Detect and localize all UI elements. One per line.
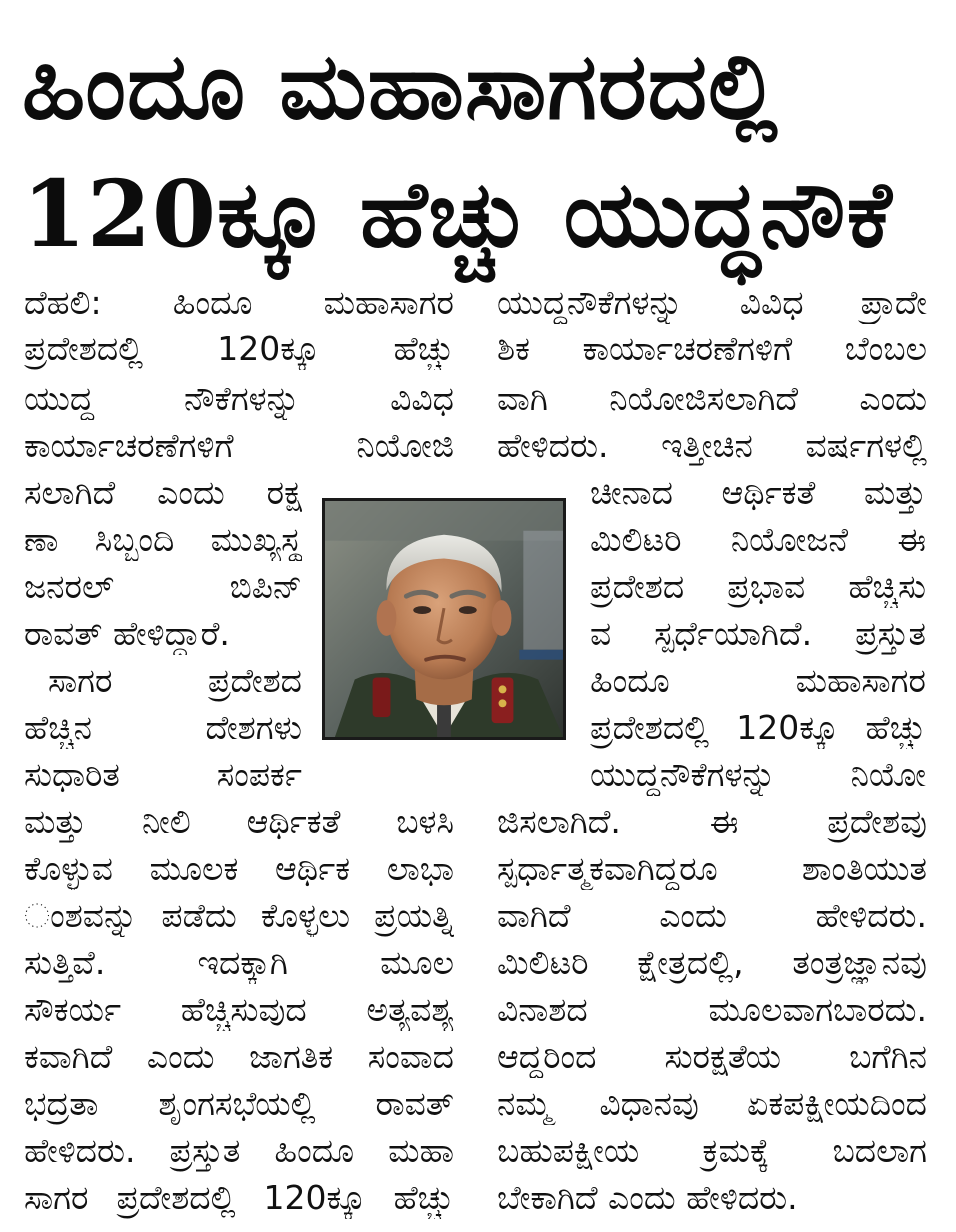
- article-line: ಸಾಗರ ಪ್ರದೇಶದ: [48, 661, 302, 700]
- article-line: ಯುದ್ಧ ನೌಕೆಗಳನ್ನು ವಿವಿಧ: [24, 379, 454, 418]
- article-line: ಭದ್ರತಾ ಶೃಂಗಸಭೆಯಲ್ಲಿ ರಾವತ್: [24, 1084, 454, 1123]
- article-line: ಹೇಳಿದರು. ಇತ್ತೀಚಿನ ವರ್ಷಗಳಲ್ಲಿ: [497, 426, 927, 465]
- article-line: ವಾಗಿದೆ ಎಂದು ಹೇಳಿದರು.: [497, 896, 927, 935]
- article-line: ಮಿಲಿಟರಿ ಕ್ಷೇತ್ರದಲ್ಲಿ, ತಂತ್ರಜ್ಞಾನವು: [497, 943, 927, 982]
- article-line: ರಾವತ್ ಹೇಳಿದ್ದಾರೆ.: [24, 614, 230, 653]
- article-line: ಪ್ರದೇಶದ ಪ್ರಭಾವ ಹೆಚ್ಚಿಸು: [590, 567, 926, 606]
- article-line: ಆದ್ದರಿಂದ ಸುರಕ್ಷತೆಯ ಬಗೆಗಿನ: [497, 1037, 927, 1076]
- article-line: ಪ್ರದೇಶದಲ್ಲಿ 120ಕ್ಕೂ ಹೆಚ್ಚು: [590, 708, 926, 747]
- article-line: ಮತ್ತು ನೀಲಿ ಆರ್ಥಿಕತೆ ಬಳಸಿ: [24, 802, 454, 841]
- article-line: ಯುದ್ಧನೌಕೆಗಳನ್ನು ನಿಯೋ: [590, 755, 926, 794]
- article-line: ಕೊಳ್ಳುವ ಮೂಲಕ ಆರ್ಥಿಕ ಲಾಭಾ: [24, 849, 454, 888]
- article-line: ನಮ್ಮ ವಿಧಾನವು ಏಕಪಕ್ಷೀಯದಿಂದ: [497, 1084, 927, 1123]
- article-line: ಂಶವನ್ನು ಪಡೆದು ಕೊಳ್ಳಲು ಪ್ರಯತ್ನಿ: [24, 896, 454, 935]
- article-line: ಯುದ್ಧನೌಕೆಗಳನ್ನು ವಿವಿಧ ಪ್ರಾದೇ: [497, 283, 927, 322]
- article-line: ದೆಹಲಿ: ಹಿಂದೂ ಮಹಾಸಾಗರ: [24, 283, 454, 322]
- article-line: ಬಹುಪಕ್ಷೀಯ ಕ್ರಮಕ್ಕೆ ಬದಲಾಗ: [497, 1131, 927, 1170]
- article-line: ಕಾರ್ಯಾಚರಣೆಗಳಿಗೆ ನಿಯೋಜಿ: [24, 426, 454, 465]
- portrait-image: [325, 501, 563, 737]
- article-line: ಸುತ್ತಿವೆ. ಇದಕ್ಕಾಗಿ ಮೂಲ: [24, 943, 454, 982]
- headline-line-2: 120ಕ್ಕೂ ಹೆಚ್ಚು ಯುದ್ಧನೌಕೆ: [22, 160, 893, 268]
- article-line: ಹೇಳಿದರು. ಪ್ರಸ್ತುತ ಹಿಂದೂ ಮಹಾ: [24, 1131, 454, 1170]
- article-line: ಕವಾಗಿದೆ ಎಂದು ಜಾಗತಿಕ ಸಂವಾದ: [24, 1037, 454, 1076]
- headline-line-1: ಹಿಂದೂ ಮಹಾಸಾಗರದಲ್ಲಿ: [22, 32, 779, 140]
- portrait-photo: [322, 498, 566, 740]
- article-line: ಸಾಗರ ಪ್ರದೇಶದಲ್ಲಿ 120ಕ್ಕೂ ಹೆಚ್ಚು: [24, 1178, 454, 1217]
- article-line: ಸಲಾಗಿದೆ ಎಂದು ರಕ್ಷ: [24, 473, 302, 512]
- article-line: ಜನರಲ್ ಬಿಪಿನ್: [24, 567, 302, 606]
- article-line: ಚೀನಾದ ಆರ್ಥಿಕತೆ ಮತ್ತು: [590, 473, 926, 512]
- article-line: ಬೇಕಾಗಿದೆ ಎಂದು ಹೇಳಿದರು.: [497, 1178, 798, 1217]
- article-line: ಸುಧಾರಿತ ಸಂಪರ್ಕ: [24, 755, 302, 794]
- article-line: ವ ಸ್ಪರ್ಧೆಯಾಗಿದೆ. ಪ್ರಸ್ತುತ: [590, 614, 926, 653]
- article-line: ಮಿಲಿಟರಿ ನಿಯೋಜನೆ ಈ: [590, 520, 926, 559]
- article-line: ಶಿಕ ಕಾರ್ಯಾಚರಣೆಗಳಿಗೆ ಬೆಂಬಲ: [497, 329, 927, 368]
- article-line: ಪ್ರದೇಶದಲ್ಲಿ 120ಕ್ಕೂ ಹೆಚ್ಚು: [24, 329, 454, 368]
- article-line: ಣಾ ಸಿಬ್ಬಂದಿ ಮುಖ್ಯಸ್ಥ: [24, 520, 302, 559]
- headline: [22, 22, 934, 278]
- article-line: ಹೆಚ್ಚಿನ ದೇಶಗಳು: [24, 708, 302, 747]
- article-line: ಜಿಸಲಾಗಿದೆ. ಈ ಪ್ರದೇಶವು: [497, 802, 927, 841]
- article-line: ಹಿಂದೂ ಮಹಾಸಾಗರ: [590, 661, 926, 700]
- article-line: ಸ್ಪರ್ಧಾತ್ಮಕವಾಗಿದ್ದರೂ ಶಾಂತಿಯುತ: [497, 849, 927, 888]
- article-line: ವಿನಾಶದ ಮೂಲವಾಗಬಾರದು.: [497, 990, 927, 1029]
- article-line: ವಾಗಿ ನಿಯೋಜಿಸಲಾಗಿದೆ ಎಂದು: [497, 379, 927, 418]
- article-line: ಸೌಕರ್ಯ ಹೆಚ್ಚಿಸುವುದ ಅತ್ಯವಶ್ಯ: [24, 990, 454, 1029]
